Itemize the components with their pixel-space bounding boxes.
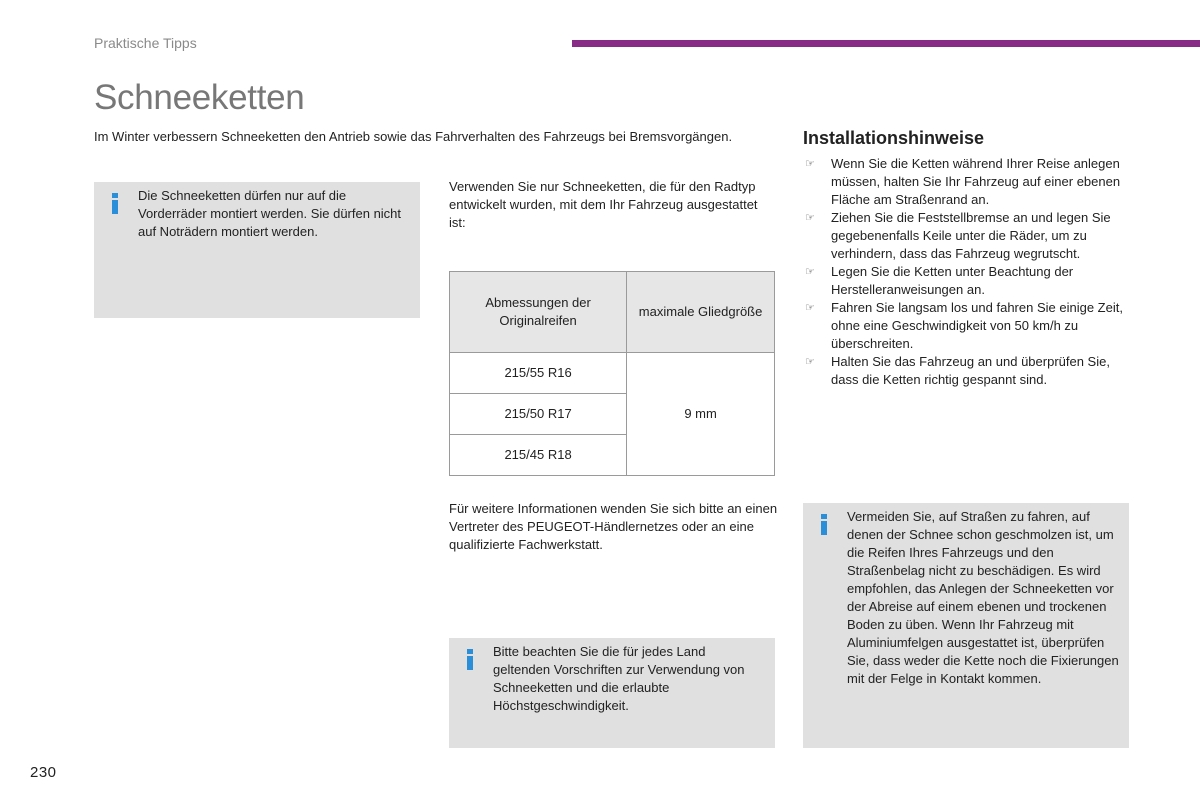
list-item xyxy=(803,299,1128,353)
table-cell-tire-size: 215/45 R18 xyxy=(450,435,627,476)
info-icon xyxy=(819,514,829,535)
info-box-melted-snow xyxy=(803,503,1129,748)
info-icon xyxy=(465,649,475,670)
table-header-dimensions: Abmessungen der Originalreifen xyxy=(450,272,627,353)
pointing-hand-icon: ☞ xyxy=(805,356,815,368)
intro-text: Im Winter verbessern Schneeketten den Antrieb sowie das Fahrverhalten des Fahrzeugs bei Bremsvorgängen. xyxy=(94,129,733,144)
step-text: Halten Sie das Fahrzeug an und überprüfen Sie, dass die Ketten richtig gespannt sind. xyxy=(831,354,1110,387)
more-info-text: Für weitere Informationen wenden Sie sich bitte an einen Vertreter des PEUGEOT-Händlernetzes oder an eine qualifizierte Fachwerkstatt. xyxy=(449,501,778,552)
list-item xyxy=(803,263,1128,299)
section-accent-bar xyxy=(572,40,1200,47)
table-cell-link-size: 9 mm xyxy=(627,353,775,476)
info-text: Die Schneeketten dürfen nur auf die Vorderräder montiert werden. Sie dürfen nicht auf Noträdern montiert werden. xyxy=(138,188,402,239)
step-text: Fahren Sie langsam los und fahren Sie einige Zeit, ohne eine Geschwindigkeit von 50 km/h zu überschreiten. xyxy=(831,300,1123,351)
list-item xyxy=(803,209,1128,263)
table-cell-tire-size: 215/50 R17 xyxy=(450,394,627,435)
tire-chain-table xyxy=(449,271,775,476)
pointing-hand-icon: ☞ xyxy=(805,212,815,224)
installation-heading: Installationshinweise xyxy=(803,128,985,148)
chain-usage-text: Verwenden Sie nur Schneeketten, die für den Radtyp entwickelt wurden, mit dem Ihr Fahrzeug ausgestattet ist: xyxy=(449,179,758,230)
step-text: Ziehen Sie die Feststellbremse an und legen Sie gegebenenfalls Keile unter die Räder, um zu verhindern, dass das Fahrzeug wegrutscht. xyxy=(831,210,1111,261)
section-title: Praktische Tipps xyxy=(94,35,197,51)
info-box-regulations xyxy=(449,638,775,748)
page-title: Schneeketten xyxy=(94,78,305,117)
pointing-hand-icon: ☞ xyxy=(805,158,815,170)
table-header-link-size: maximale Gliedgröße xyxy=(627,272,775,353)
info-text: Bitte beachten Sie die für jedes Land geltenden Vorschriften zur Verwendung von Schneeketten und die erlaubte Höchstgeschwindigkeit. xyxy=(493,644,745,713)
info-box-front-wheels xyxy=(94,182,420,318)
info-text: Vermeiden Sie, auf Straßen zu fahren, auf denen der Schnee schon geschmolzen ist, um die Reifen Ihres Fahrzeugs und den Straßenbelag nicht zu beschädigen. Es wird empfohlen, das Anlegen der Schneeketten vor der Abreise auf einem ebenen und trockenen Boden zu üben. Wenn Ihr Fahrzeug mit Aluminiumfelgen ausgestattet ist, überprüfen Sie, dass weder die Kette noch die Fixierungen mit der Felge in Kontakt kommen. xyxy=(847,509,1119,686)
step-text: Legen Sie die Ketten unter Beachtung der Herstelleranweisungen an. xyxy=(831,264,1074,297)
list-item xyxy=(803,353,1128,389)
list-item xyxy=(803,155,1128,209)
pointing-hand-icon: ☞ xyxy=(805,266,815,278)
pointing-hand-icon: ☞ xyxy=(805,302,815,314)
info-icon xyxy=(110,193,120,214)
step-text: Wenn Sie die Ketten während Ihrer Reise anlegen müssen, halten Sie Ihr Fahrzeug auf einer ebenen Fläche am Straßenrand an. xyxy=(831,156,1121,207)
installation-steps xyxy=(803,155,1128,389)
page-number: 230 xyxy=(30,764,57,781)
table-cell-tire-size: 215/55 R16 xyxy=(450,353,627,394)
